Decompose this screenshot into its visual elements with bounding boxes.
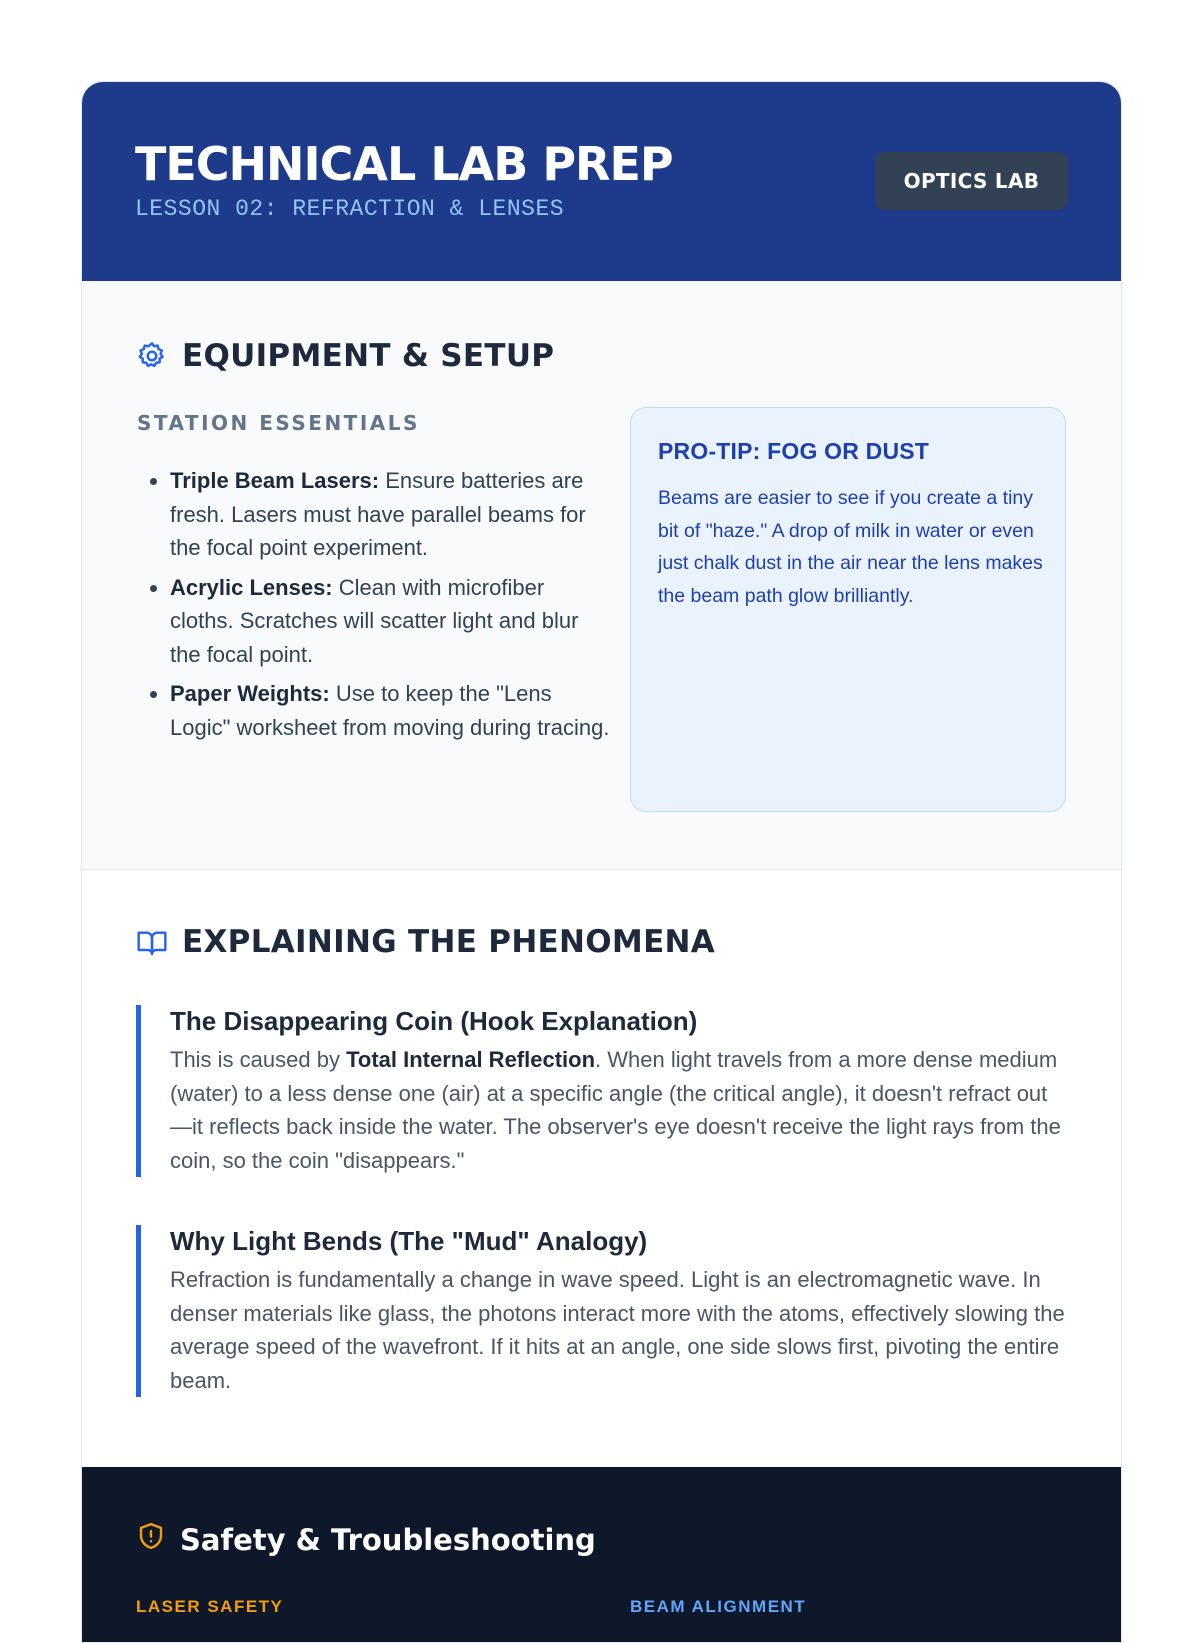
equipment-heading xyxy=(136,338,554,374)
page-title: TECHNICAL LAB PREP xyxy=(135,137,673,191)
lab-prep-card xyxy=(81,81,1122,1643)
phenomena-section xyxy=(82,870,1121,1467)
item-name: Acrylic Lenses: xyxy=(170,574,333,600)
item-text: Use to keep the "Lens Logic" worksheet from moving during tracing. xyxy=(170,681,610,740)
pro-tip-text: Beams are easier to see if you create a tiny bit of "haze." A drop of milk in water or even just chalk dust in the air near the lens makes the beam path glow brilliantly. xyxy=(658,487,1043,607)
phenomenon-item xyxy=(136,1225,1066,1397)
phenomenon-text xyxy=(170,1043,1066,1177)
page-header xyxy=(82,82,1121,281)
pro-tip-title: PRO-TIP: FOG OR DUST xyxy=(658,438,930,464)
item-name: Paper Weights: xyxy=(170,681,330,706)
list-item xyxy=(170,571,610,672)
safety-section xyxy=(82,1467,1121,1643)
phenomenon-title: Why Light Bends (The "Mud" Analogy) xyxy=(170,1226,648,1256)
station-essentials-heading: STATION ESSENTIALS xyxy=(137,411,420,435)
equipment-section xyxy=(82,281,1121,870)
text-segment: . When light travels from a more dense medium (water) to a less dense one (air) at a specific angle (the critical angle), it doesn't refract out—it reflects back inside the water. The observer's eye doesn't receive the light rays from the coin, so the coin "disappears." xyxy=(170,1047,1061,1173)
safety-heading xyxy=(136,1521,596,1558)
book-icon xyxy=(136,926,168,958)
beam-alignment-label: BEAM ALIGNMENT xyxy=(630,1597,807,1616)
item-text: Clean with microfiber cloths. Scratches will scatter light and blur the focal point. xyxy=(170,574,579,667)
shield-alert-icon xyxy=(136,1521,166,1558)
phenomenon-item xyxy=(136,1005,1066,1177)
text-segment: This is caused by xyxy=(170,1047,347,1072)
essentials-list xyxy=(137,464,610,750)
lesson-subtitle: LESSON 02: REFRACTION & LENSES xyxy=(135,196,565,222)
list-item xyxy=(170,677,610,744)
lab-badge: OPTICS LAB xyxy=(875,152,1068,210)
list-item xyxy=(170,464,610,565)
pro-tip-box xyxy=(630,407,1066,812)
text-emphasis: Total Internal Reflection xyxy=(346,1047,596,1072)
phenomena-heading xyxy=(136,924,715,960)
gear-icon xyxy=(136,340,168,372)
phenomenon-text: Refraction is fundamentally a change in wave speed. Light is an electromagnetic wave. In denser materials like glass, the photons interact more with the atoms, effectively slowing the average speed of the wavefront. If it hits at an angle, one side slows first, pivoting the entire beam. xyxy=(170,1267,1065,1393)
phenomena-title: EXPLAINING THE PHENOMENA xyxy=(182,924,716,960)
equipment-title: EQUIPMENT & SETUP xyxy=(182,338,555,374)
safety-title: Safety & Troubleshooting xyxy=(180,1522,596,1557)
item-name: Triple Beam Lasers: xyxy=(170,468,380,493)
laser-safety-label: LASER SAFETY xyxy=(136,1597,284,1616)
item-text: Ensure batteries are fresh. Lasers must have parallel beams for the focal point experiment. xyxy=(170,468,586,560)
phenomenon-title: The Disappearing Coin (Hook Explanation) xyxy=(170,1006,698,1036)
